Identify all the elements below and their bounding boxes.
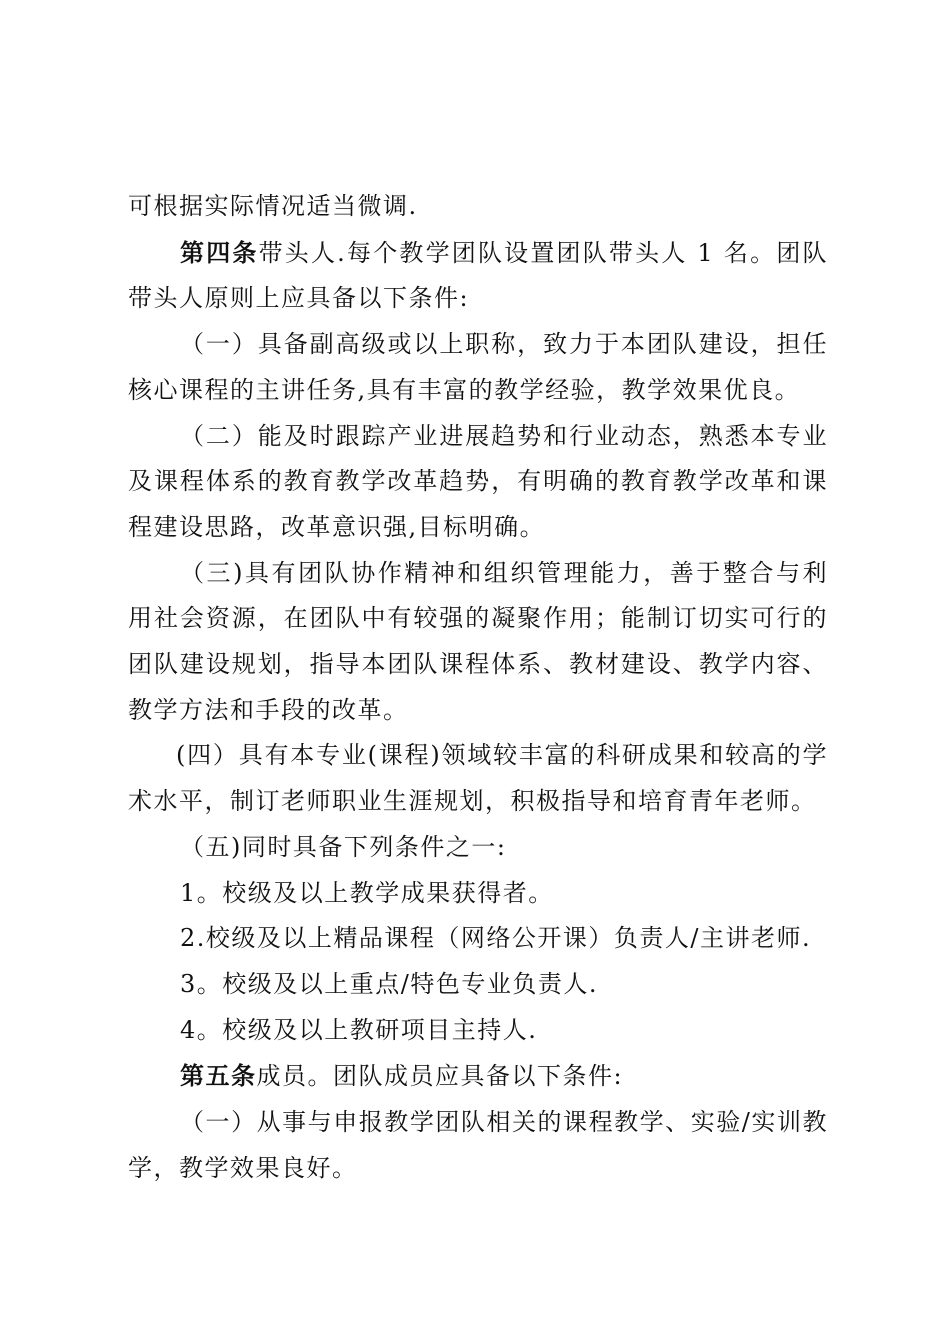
paragraph-continuation	[128, 184, 828, 230]
paragraph-text: 可根据实际情况适当微调.	[128, 192, 418, 220]
document-body	[128, 184, 828, 1191]
paragraph-text: (四）具有本专业(课程)领域较丰富的科研成果和较高的学术水平，制订老师职业生涯规划，积极指导和培育青年老师。	[128, 741, 828, 816]
paragraph-text: 成员。团队成员应具备以下条件:	[256, 1062, 624, 1091]
paragraph-text: （五)同时具备下列条件之一:	[180, 832, 507, 861]
paragraph-text: 2.校级及以上精品课程（网络公开课）负责人/主讲老师.	[180, 924, 812, 953]
paragraph-text: 1。校级及以上教学成果获得者。	[180, 878, 554, 907]
condition-two	[128, 414, 828, 551]
paragraph-text: （三)具有团队协作精神和组织管理能力，善于整合与利用社会资源，在团队中有较强的凝聚作用；能制订切实可行的团队建设规划，指导本团队课程体系、教材建设、教学内容、教学方法和手段的改革。	[128, 558, 828, 724]
article-four	[128, 230, 828, 322]
paragraph-text: 3。校级及以上重点/特色专业负责人.	[180, 969, 598, 998]
list-item	[128, 1008, 828, 1054]
condition-four	[128, 733, 828, 824]
paragraph-text: （一）具备副高级或以上职称，致力于本团队建设，担任核心课程的主讲任务,具有丰富的教学经验，教学效果优良。	[128, 330, 828, 404]
list-item	[128, 962, 828, 1008]
list-item	[128, 916, 828, 962]
article-five	[128, 1053, 828, 1100]
list-item	[128, 871, 828, 917]
member-condition-one	[128, 1100, 828, 1191]
condition-five	[128, 825, 828, 871]
paragraph-text: 带头人.每个教学团队设置团队带头人 1 名。团队带头人原则上应具备以下条件:	[128, 238, 829, 313]
paragraph-text: （二）能及时跟踪产业进展趋势和行业动态，熟悉本专业及课程体系的教育教学改革趋势，有明确的教育教学改革和课程建设思路，改革意识强,目标明确。	[128, 421, 828, 541]
article-heading: 第四条	[180, 237, 259, 267]
paragraph-text: 4。校级及以上教研项目主持人.	[180, 1015, 538, 1044]
condition-one	[128, 322, 828, 413]
condition-three	[128, 551, 828, 734]
article-heading: 第五条	[180, 1061, 257, 1091]
paragraph-text: （一）从事与申报教学团队相关的课程教学、实验/实训教学，教学效果良好。	[128, 1108, 828, 1182]
